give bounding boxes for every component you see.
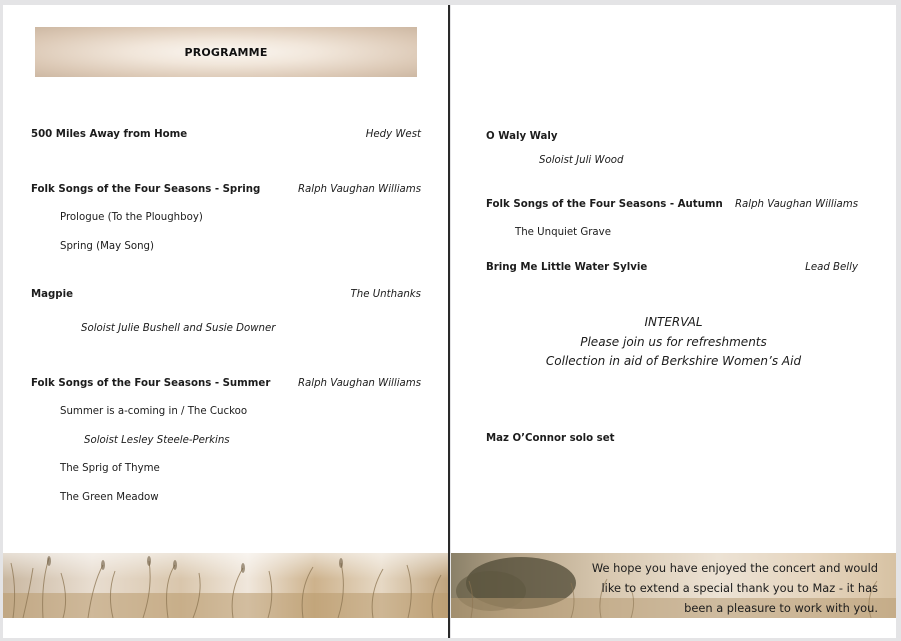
item-composer: Hedy West <box>365 129 421 140</box>
item-composer: Ralph Vaughan Williams <box>734 199 858 210</box>
item-composer: Lead Belly <box>805 262 858 273</box>
item-title: O Waly Waly <box>486 131 558 142</box>
item-title: Bring Me Little Water Sylvie <box>486 262 648 273</box>
thank-you-line-1: We hope you have enjoyed the concert and would <box>591 561 878 575</box>
interval-line-1: Please join us for refreshments <box>580 334 767 349</box>
item-composer: Ralph Vaughan Williams <box>297 378 421 389</box>
item-composer: The Unthanks <box>350 289 421 300</box>
item-subtitle: The Green Meadow <box>60 492 159 503</box>
grass-illustration <box>3 553 448 618</box>
item-soloist: Soloist Julie Bushell and Susie Downer <box>81 323 276 334</box>
page-spine <box>448 5 450 638</box>
item-title: 500 Miles Away from Home <box>31 129 188 140</box>
item-composer: Ralph Vaughan Williams <box>297 184 421 195</box>
item-title: Folk Songs of the Four Seasons - Summer <box>31 378 271 389</box>
page-left <box>3 5 448 638</box>
item-title: Folk Songs of the Four Seasons - Autumn <box>486 199 723 210</box>
grass-photo-left <box>3 553 448 618</box>
item-subtitle: Prologue (To the Ploughboy) <box>60 212 203 223</box>
programme-heading: PROGRAMME <box>184 45 268 59</box>
item-soloist: Soloist Juli Wood <box>539 155 624 166</box>
interval-notice <box>451 313 896 372</box>
thank-you-line-2: like to extend a special thank you to Maz - it has <box>601 581 878 595</box>
interval-line-2: Collection in aid of Berkshire Women’s Aid <box>545 354 802 368</box>
item-subtitle: Summer is a-coming in / The Cuckoo <box>60 406 248 417</box>
programme-banner <box>35 27 417 77</box>
item-title: Magpie <box>31 289 73 300</box>
item-title: Folk Songs of the Four Seasons - Spring <box>31 184 261 195</box>
item-subtitle: The Unquiet Grave <box>515 227 611 238</box>
item-subtitle: Spring (May Song) <box>60 241 154 252</box>
thank-you-message <box>588 558 878 618</box>
grass-photo-right <box>451 553 896 618</box>
thank-you-line-3: been a pleasure to work with you. <box>684 601 878 615</box>
item-title: Maz O’Connor solo set <box>486 433 615 444</box>
item-subtitle: The Sprig of Thyme <box>60 463 160 474</box>
item-soloist: Soloist Lesley Steele-Perkins <box>84 435 230 446</box>
interval-label: INTERVAL <box>644 315 703 329</box>
page-right <box>451 5 896 638</box>
